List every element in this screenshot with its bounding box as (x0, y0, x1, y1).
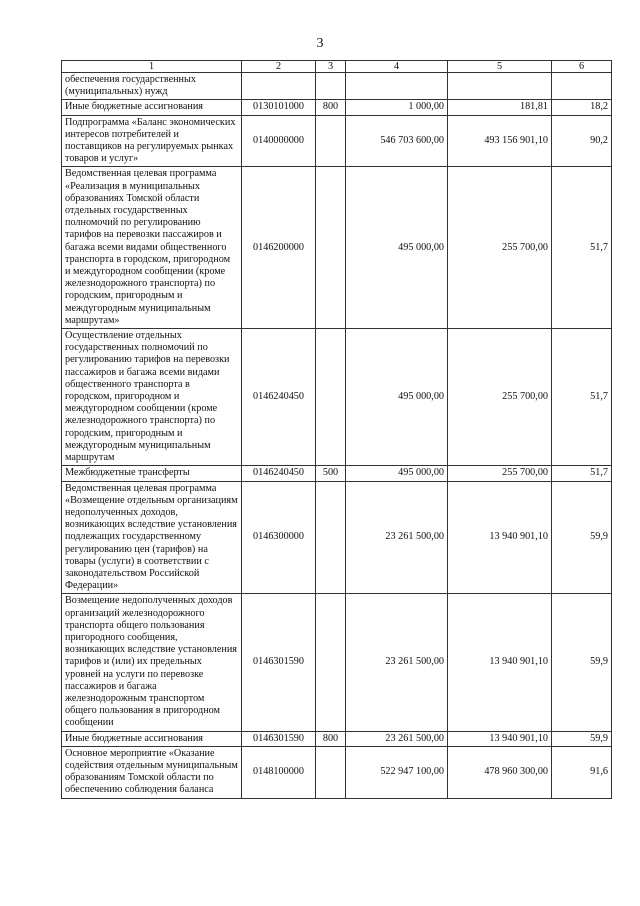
row-type: 500 (316, 466, 346, 481)
row-type (316, 73, 346, 100)
row-percent: 91,6 (552, 746, 612, 798)
table-row (62, 731, 612, 746)
row-percent: 59,9 (552, 731, 612, 746)
row-type (316, 115, 346, 167)
row-code: 0146200000 (242, 167, 316, 329)
row-plan: 23 261 500,00 (346, 731, 448, 746)
row-type: 800 (316, 100, 346, 115)
row-percent: 51,7 (552, 466, 612, 481)
row-plan (346, 73, 448, 100)
column-header: 6 (552, 61, 612, 73)
row-fact: 478 960 300,00 (448, 746, 552, 798)
page-number: 3 (316, 36, 324, 51)
row-fact: 13 940 901,10 (448, 481, 552, 594)
table-row (62, 329, 612, 466)
table-row (62, 746, 612, 798)
column-header: 2 (242, 61, 316, 73)
row-name: Ведомственная целевая программа «Реализация в муниципальных образованиях Томской области отдельных государственных полномочий по регулированию тарифов на перевозки пассажиров и багажа всеми видами общественного транспорта в городском, пригородном и междугородном сообщении (кроме железнодорожного транспорта) по городским, пригородным и междугородным муниципальным маршрутам» (62, 167, 242, 329)
table-row (62, 73, 612, 100)
row-name: Основное мероприятие «Оказание содействия отдельным муниципальным образованиям Томской области по обеспечению соблюдения баланса (62, 746, 242, 798)
row-name: Ведомственная целевая программа «Возмещение отдельным организациям недополученных доходов, возникающих вследствие установления подлежащих государственному регулированию цен (тарифов) на товары (услуги) в соответствии с законодательством Российской Федерации» (62, 481, 242, 594)
row-code: 0146300000 (242, 481, 316, 594)
row-name: Осуществление отдельных государственных полномочий по регулированию тарифов на перевозки пассажиров и багажа всеми видами общественного транспорта в городском, пригородном и междугородном сообщении (кроме железнодорожного транспорта) по городским, пригородным и междугородным муниципальным маршрутам (62, 329, 242, 466)
table-row (62, 100, 612, 115)
row-name: обеспечения государственных (муниципальных) нужд (62, 73, 242, 100)
row-fact: 255 700,00 (448, 466, 552, 481)
column-header: 3 (316, 61, 346, 73)
row-fact: 13 940 901,10 (448, 594, 552, 731)
column-header: 5 (448, 61, 552, 73)
row-type: 800 (316, 731, 346, 746)
table-row (62, 594, 612, 731)
row-plan: 546 703 600,00 (346, 115, 448, 167)
row-code: 0146301590 (242, 594, 316, 731)
row-plan: 1 000,00 (346, 100, 448, 115)
row-fact: 255 700,00 (448, 167, 552, 329)
row-code (242, 73, 316, 100)
row-fact: 13 940 901,10 (448, 731, 552, 746)
row-percent: 18,2 (552, 100, 612, 115)
table-row (62, 115, 612, 167)
row-code: 0140000000 (242, 115, 316, 167)
row-name: Межбюджетные трансферты (62, 466, 242, 481)
row-fact: 493 156 901,10 (448, 115, 552, 167)
row-percent: 90,2 (552, 115, 612, 167)
row-percent: 51,7 (552, 329, 612, 466)
table-row (62, 481, 612, 594)
row-code: 0146240450 (242, 466, 316, 481)
budget-table (61, 60, 612, 799)
row-code: 0146301590 (242, 731, 316, 746)
row-code: 0148100000 (242, 746, 316, 798)
row-name: Иные бюджетные ассигнования (62, 731, 242, 746)
table-header-row (62, 61, 612, 73)
row-plan: 23 261 500,00 (346, 594, 448, 731)
row-code: 0146240450 (242, 329, 316, 466)
row-fact: 181,81 (448, 100, 552, 115)
table-row (62, 466, 612, 481)
row-name: Подпрограмма «Баланс экономических интересов потребителей и поставщиков на регулируемых рынках товаров и услуг» (62, 115, 242, 167)
column-header: 1 (62, 61, 242, 73)
row-plan: 495 000,00 (346, 466, 448, 481)
row-plan: 495 000,00 (346, 329, 448, 466)
row-percent: 51,7 (552, 167, 612, 329)
row-fact (448, 73, 552, 100)
column-header: 4 (346, 61, 448, 73)
row-name: Иные бюджетные ассигнования (62, 100, 242, 115)
row-percent: 59,9 (552, 481, 612, 594)
row-code: 0130101000 (242, 100, 316, 115)
row-name: Возмещение недополученных доходов организаций железнодорожного транспорта общего пользования пригородного сообщения, возникающих вследствие установления тарифов и (или) их предельных уровней на услуги по перевозке пассажиров и багажа железнодорожным транспортом общего пользования в пригородном сообщении (62, 594, 242, 731)
row-type (316, 481, 346, 594)
row-type (316, 746, 346, 798)
row-percent (552, 73, 612, 100)
row-fact: 255 700,00 (448, 329, 552, 466)
row-type (316, 594, 346, 731)
table-row (62, 167, 612, 329)
row-plan: 495 000,00 (346, 167, 448, 329)
row-type (316, 329, 346, 466)
row-plan: 23 261 500,00 (346, 481, 448, 594)
row-type (316, 167, 346, 329)
row-plan: 522 947 100,00 (346, 746, 448, 798)
row-percent: 59,9 (552, 594, 612, 731)
